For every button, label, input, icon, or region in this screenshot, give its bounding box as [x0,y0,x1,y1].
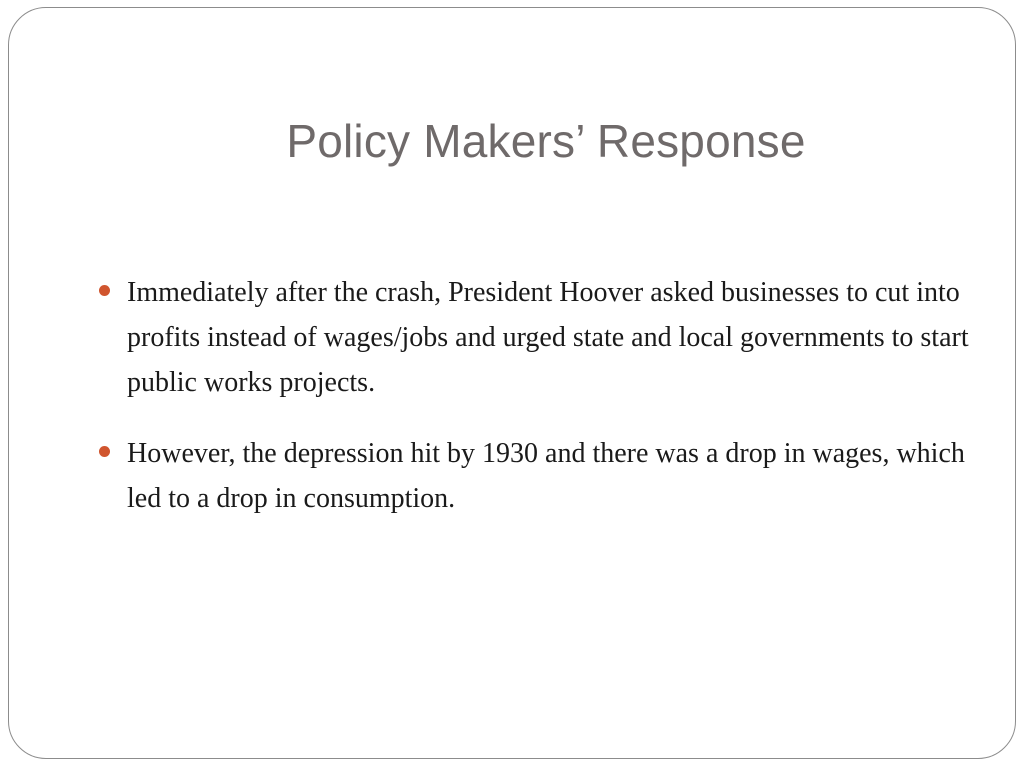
bullet-item [97,270,977,405]
bullet-text: Immediately after the crash, President Hoover asked businesses to cut into profits instead of wages/jobs and urged state and local governments to start public works projects. [127,277,969,398]
slide-title: Policy Makers’ Response [286,115,806,167]
bullet-text: However, the depression hit by 1930 and there was a drop in wages, which led to a drop in consumption. [127,438,965,514]
bullet-list [97,270,977,547]
slide-frame [8,7,1016,759]
bullet-dot-icon [99,446,110,457]
bullet-item [97,431,977,521]
bullet-dot-icon [99,285,110,296]
